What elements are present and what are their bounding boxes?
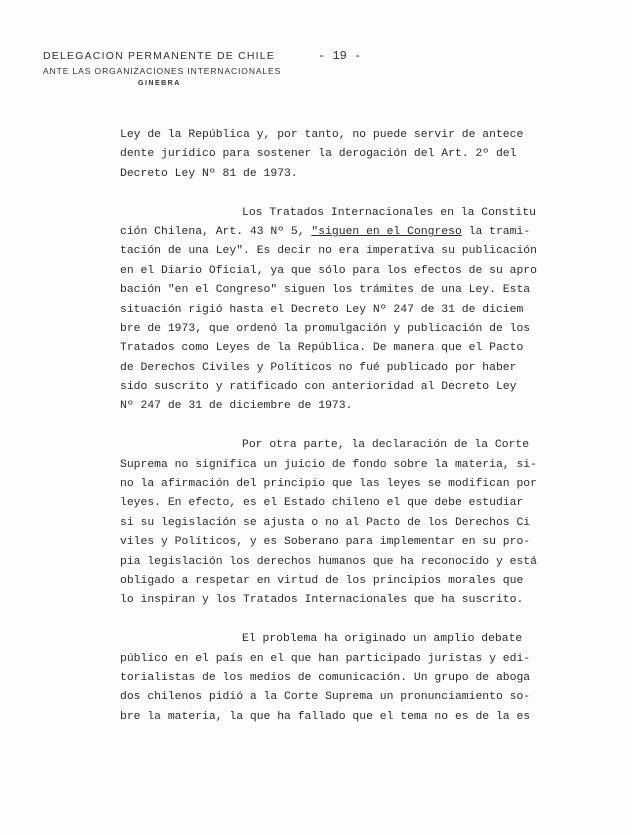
letterhead-line-2: ANTE LAS ORGANIZACIONES INTERNACIONALES	[43, 66, 282, 76]
text-line: dente jurídico para sostener la derogación del Art. 2º del	[120, 148, 517, 161]
text-line: Los Tratados Internacionales en la Constitu	[242, 206, 536, 219]
text-line	[120, 223, 550, 242]
text-line: bre de 1973, que ordenó la promulgación y publicación de los	[120, 322, 531, 335]
text-line: bación "en el Congreso" siguen los trámites de una Ley. Esta	[120, 284, 531, 297]
text-line: bre la materia, la que ha fallado que el tema no es de la es	[120, 710, 531, 723]
text-line: de Derechos Civiles y Políticos no fué publicado por haber	[120, 361, 517, 374]
letterhead-line-1: DELEGACION PERMANENTE DE CHILE	[43, 50, 276, 62]
paragraph-4	[120, 630, 550, 727]
text-line: Por otra parte, la declaración de la Corte	[242, 439, 530, 452]
paragraph-1	[120, 126, 550, 184]
text-line: sido suscrito y ratificado con anterioridad al Decreto Ley	[120, 381, 517, 394]
text-segment: la trami-	[461, 225, 531, 238]
paragraph-2	[120, 204, 550, 417]
letterhead	[43, 50, 281, 87]
text-line: Ley de la República y, por tanto, no puede servir de antece	[120, 129, 524, 141]
text-line: público en el país en el que han participado juristas y edi-	[120, 652, 531, 665]
text-line: leyes. En efecto, es el Estado chileno el que debe estudiar	[120, 497, 524, 510]
text-line: El problema ha originado un amplio debate	[242, 633, 523, 646]
text-line: Tratados como Leyes de la República. De manera que el Pacto	[120, 342, 524, 355]
text-line: Suprema no significa un juicio de fondo sobre la materia, si-	[120, 458, 537, 471]
text-line: situación rigió hasta el Decreto Ley Nº 247 de 31 de diciem	[120, 303, 524, 316]
text-line: Decreto Ley Nº 81 de 1973.	[120, 167, 298, 180]
text-line: torialistas de los medios de comunicación. Un grupo de aboga	[120, 671, 531, 684]
text-line: obligado a respetar en virtud de los principios morales que	[120, 574, 524, 587]
underlined-text: "siguen en el Congreso	[311, 225, 462, 238]
text-line: Nº 247 de 31 de diciembre de 1973.	[120, 400, 353, 413]
text-line: viles y Políticos, y es Soberano para implementar en su pro-	[120, 536, 531, 549]
page-number: - 19 -	[318, 49, 362, 63]
text-line: tación de una Ley". Es decir no era imperativa su publicación	[120, 245, 537, 258]
text-line: dos chilenos pidió a la Corte Suprema un pronunciamiento so-	[120, 691, 531, 704]
text-line: lo inspiran y los Tratados Internacionales que ha suscrito.	[120, 594, 524, 607]
text-line: no la afirmación del principio que las leyes se modifican por	[120, 478, 537, 491]
text-line: en el Diario Oficial, ya que sólo para los efectos de su apro	[120, 264, 537, 277]
paragraph-3	[120, 436, 550, 611]
text-segment: ción Chilena, Art. 43 Nº 5,	[120, 225, 312, 238]
text-line: pia legislación los derechos humanos que ha reconocido y está	[120, 555, 537, 568]
text-line: si su legislación se ajusta o no al Pacto de los Derechos Ci	[120, 516, 531, 529]
letterhead-line-3: GINEBRA	[138, 80, 181, 87]
body-text	[120, 126, 550, 727]
